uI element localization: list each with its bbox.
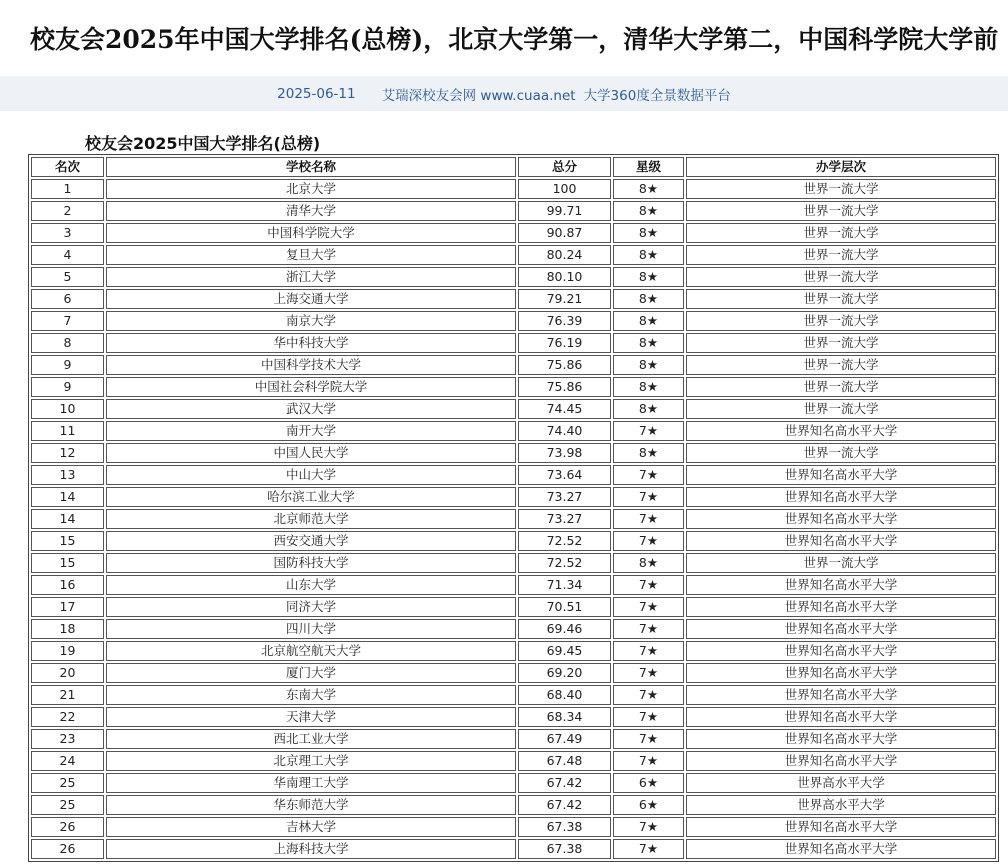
school-cell: 中国科学院大学 [106, 223, 516, 243]
level-cell: 世界高水平大学 [686, 795, 996, 815]
rank-cell: 24 [31, 751, 104, 771]
score-cell: 67.49 [518, 729, 611, 749]
score-cell: 100 [518, 179, 611, 199]
score-cell: 90.87 [518, 223, 611, 243]
table-header-row [31, 157, 996, 177]
stars-cell: 8★ [613, 377, 684, 397]
school-cell: 武汉大学 [106, 399, 516, 419]
rank-cell: 25 [31, 795, 104, 815]
table-row [31, 465, 996, 485]
level-cell: 世界知名高水平大学 [686, 597, 996, 617]
stars-cell: 8★ [613, 201, 684, 221]
header-school: 学校名称 [106, 157, 516, 177]
level-cell: 世界一流大学 [686, 245, 996, 265]
stars-cell: 7★ [613, 751, 684, 771]
table-row [31, 641, 996, 661]
stars-cell: 8★ [613, 311, 684, 331]
table-row [31, 443, 996, 463]
score-cell: 69.45 [518, 641, 611, 661]
source-link[interactable]: 艾瑞深校友会网 www.cuaa.net [381, 87, 576, 104]
table-row [31, 333, 996, 353]
header-stars: 星级 [613, 157, 684, 177]
score-cell: 67.48 [518, 751, 611, 771]
score-cell: 73.27 [518, 509, 611, 529]
level-cell: 世界知名高水平大学 [686, 707, 996, 727]
header-rank: 名次 [31, 157, 104, 177]
stars-cell: 6★ [613, 773, 684, 793]
score-cell: 69.20 [518, 663, 611, 683]
level-cell: 世界一流大学 [686, 553, 996, 573]
score-cell: 67.38 [518, 817, 611, 837]
school-cell: 北京理工大学 [106, 751, 516, 771]
level-cell: 世界知名高水平大学 [686, 751, 996, 771]
rank-cell: 10 [31, 399, 104, 419]
table-row [31, 509, 996, 529]
table-row [31, 377, 996, 397]
level-cell: 世界知名高水平大学 [686, 663, 996, 683]
level-cell: 世界一流大学 [686, 201, 996, 221]
table-row [31, 729, 996, 749]
table-row [31, 619, 996, 639]
table-row [31, 597, 996, 617]
article-title: 校友会2025年中国大学排名(总榜)，北京大学第一，清华大学第二，中国科学院大学前 [30, 25, 999, 54]
school-cell: 厦门大学 [106, 663, 516, 683]
table-row [31, 267, 996, 287]
level-cell: 世界一流大学 [686, 355, 996, 375]
rank-cell: 22 [31, 707, 104, 727]
school-cell: 中国科学技术大学 [106, 355, 516, 375]
table-row [31, 553, 996, 573]
school-cell: 西安交通大学 [106, 531, 516, 551]
stars-cell: 7★ [613, 663, 684, 683]
score-cell: 74.40 [518, 421, 611, 441]
score-cell: 75.86 [518, 355, 611, 375]
rank-cell: 9 [31, 377, 104, 397]
rank-cell: 1 [31, 179, 104, 199]
score-cell: 68.40 [518, 685, 611, 705]
stars-cell: 7★ [613, 707, 684, 727]
level-cell: 世界知名高水平大学 [686, 421, 996, 441]
ranking-table [28, 154, 999, 862]
table-row [31, 311, 996, 331]
stars-cell: 7★ [613, 641, 684, 661]
ranking-table-body [31, 179, 996, 859]
school-cell: 复旦大学 [106, 245, 516, 265]
table-row [31, 421, 996, 441]
school-cell: 华南理工大学 [106, 773, 516, 793]
score-cell: 67.38 [518, 839, 611, 859]
school-cell: 中国社会科学院大学 [106, 377, 516, 397]
stars-cell: 8★ [613, 399, 684, 419]
school-cell: 东南大学 [106, 685, 516, 705]
rank-cell: 15 [31, 553, 104, 573]
score-cell: 72.52 [518, 553, 611, 573]
score-cell: 99.71 [518, 201, 611, 221]
stars-cell: 7★ [613, 619, 684, 639]
score-cell: 76.19 [518, 333, 611, 353]
score-cell: 73.64 [518, 465, 611, 485]
stars-cell: 8★ [613, 179, 684, 199]
stars-cell: 7★ [613, 465, 684, 485]
level-cell: 世界知名高水平大学 [686, 685, 996, 705]
school-cell: 天津大学 [106, 707, 516, 727]
school-cell: 北京大学 [106, 179, 516, 199]
level-cell: 世界知名高水平大学 [686, 641, 996, 661]
table-row [31, 795, 996, 815]
school-cell: 中国人民大学 [106, 443, 516, 463]
stars-cell: 7★ [613, 685, 684, 705]
score-cell: 70.51 [518, 597, 611, 617]
table-row [31, 663, 996, 683]
school-cell: 浙江大学 [106, 267, 516, 287]
stars-cell: 8★ [613, 267, 684, 287]
level-cell: 世界一流大学 [686, 179, 996, 199]
level-cell: 世界一流大学 [686, 443, 996, 463]
school-cell: 上海科技大学 [106, 839, 516, 859]
school-cell: 北京航空航天大学 [106, 641, 516, 661]
stars-cell: 8★ [613, 289, 684, 309]
stars-cell: 7★ [613, 509, 684, 529]
stars-cell: 6★ [613, 795, 684, 815]
score-cell: 73.98 [518, 443, 611, 463]
score-cell: 80.10 [518, 267, 611, 287]
level-cell: 世界知名高水平大学 [686, 487, 996, 507]
article-meta-bar [0, 76, 1008, 111]
rank-cell: 26 [31, 839, 104, 859]
table-row [31, 773, 996, 793]
school-cell: 华中科技大学 [106, 333, 516, 353]
stars-cell: 7★ [613, 575, 684, 595]
stars-cell: 7★ [613, 729, 684, 749]
rank-cell: 14 [31, 509, 104, 529]
rank-cell: 7 [31, 311, 104, 331]
level-cell: 世界一流大学 [686, 333, 996, 353]
rank-cell: 20 [31, 663, 104, 683]
score-cell: 79.21 [518, 289, 611, 309]
school-cell: 南开大学 [106, 421, 516, 441]
table-row [31, 223, 996, 243]
school-cell: 中山大学 [106, 465, 516, 485]
rank-cell: 21 [31, 685, 104, 705]
school-cell: 北京师范大学 [106, 509, 516, 529]
score-cell: 67.42 [518, 773, 611, 793]
table-row [31, 839, 996, 859]
rank-cell: 11 [31, 421, 104, 441]
score-cell: 75.86 [518, 377, 611, 397]
table-row [31, 399, 996, 419]
score-cell: 72.52 [518, 531, 611, 551]
rank-cell: 9 [31, 355, 104, 375]
level-cell: 世界高水平大学 [686, 773, 996, 793]
stars-cell: 8★ [613, 553, 684, 573]
stars-cell: 8★ [613, 245, 684, 265]
level-cell: 世界知名高水平大学 [686, 465, 996, 485]
score-cell: 73.27 [518, 487, 611, 507]
table-row [31, 575, 996, 595]
level-cell: 世界一流大学 [686, 267, 996, 287]
rank-cell: 25 [31, 773, 104, 793]
table-row [31, 685, 996, 705]
header-level: 办学层次 [686, 157, 996, 177]
stars-cell: 7★ [613, 839, 684, 859]
rank-cell: 12 [31, 443, 104, 463]
rank-cell: 4 [31, 245, 104, 265]
school-cell: 国防科技大学 [106, 553, 516, 573]
score-cell: 71.34 [518, 575, 611, 595]
publish-date: 2025-06-11 [277, 85, 356, 102]
school-cell: 吉林大学 [106, 817, 516, 837]
rank-cell: 18 [31, 619, 104, 639]
stars-cell: 8★ [613, 443, 684, 463]
table-row [31, 289, 996, 309]
stars-cell: 8★ [613, 333, 684, 353]
platform-label: 大学360度全景数据平台 [583, 87, 731, 104]
table-row [31, 355, 996, 375]
rank-cell: 17 [31, 597, 104, 617]
level-cell: 世界一流大学 [686, 399, 996, 419]
header-score: 总分 [518, 157, 611, 177]
rank-cell: 13 [31, 465, 104, 485]
stars-cell: 7★ [613, 817, 684, 837]
stars-cell: 8★ [613, 355, 684, 375]
score-cell: 74.45 [518, 399, 611, 419]
school-cell: 华东师范大学 [106, 795, 516, 815]
rank-cell: 15 [31, 531, 104, 551]
table-row [31, 531, 996, 551]
school-cell: 哈尔滨工业大学 [106, 487, 516, 507]
rank-cell: 19 [31, 641, 104, 661]
table-caption: 校友会2025中国大学排名(总榜) [85, 134, 321, 153]
school-cell: 四川大学 [106, 619, 516, 639]
rank-cell: 23 [31, 729, 104, 749]
table-row [31, 751, 996, 771]
school-cell: 山东大学 [106, 575, 516, 595]
stars-cell: 8★ [613, 223, 684, 243]
rank-cell: 3 [31, 223, 104, 243]
school-cell: 清华大学 [106, 201, 516, 221]
score-cell: 69.46 [518, 619, 611, 639]
level-cell: 世界一流大学 [686, 311, 996, 331]
table-row [31, 179, 996, 199]
stars-cell: 7★ [613, 597, 684, 617]
level-cell: 世界知名高水平大学 [686, 619, 996, 639]
level-cell: 世界知名高水平大学 [686, 575, 996, 595]
rank-cell: 16 [31, 575, 104, 595]
level-cell: 世界一流大学 [686, 377, 996, 397]
rank-cell: 8 [31, 333, 104, 353]
rank-cell: 14 [31, 487, 104, 507]
level-cell: 世界一流大学 [686, 289, 996, 309]
level-cell: 世界知名高水平大学 [686, 509, 996, 529]
level-cell: 世界一流大学 [686, 223, 996, 243]
score-cell: 67.42 [518, 795, 611, 815]
table-row [31, 245, 996, 265]
level-cell: 世界知名高水平大学 [686, 729, 996, 749]
rank-cell: 6 [31, 289, 104, 309]
stars-cell: 7★ [613, 531, 684, 551]
stars-cell: 7★ [613, 487, 684, 507]
rank-cell: 5 [31, 267, 104, 287]
table-row [31, 817, 996, 837]
score-cell: 80.24 [518, 245, 611, 265]
school-cell: 同济大学 [106, 597, 516, 617]
score-cell: 68.34 [518, 707, 611, 727]
rank-cell: 2 [31, 201, 104, 221]
school-cell: 南京大学 [106, 311, 516, 331]
level-cell: 世界知名高水平大学 [686, 839, 996, 859]
level-cell: 世界知名高水平大学 [686, 817, 996, 837]
score-cell: 76.39 [518, 311, 611, 331]
table-row [31, 707, 996, 727]
school-cell: 上海交通大学 [106, 289, 516, 309]
table-row [31, 201, 996, 221]
school-cell: 西北工业大学 [106, 729, 516, 749]
level-cell: 世界知名高水平大学 [686, 531, 996, 551]
table-row [31, 487, 996, 507]
rank-cell: 26 [31, 817, 104, 837]
stars-cell: 7★ [613, 421, 684, 441]
